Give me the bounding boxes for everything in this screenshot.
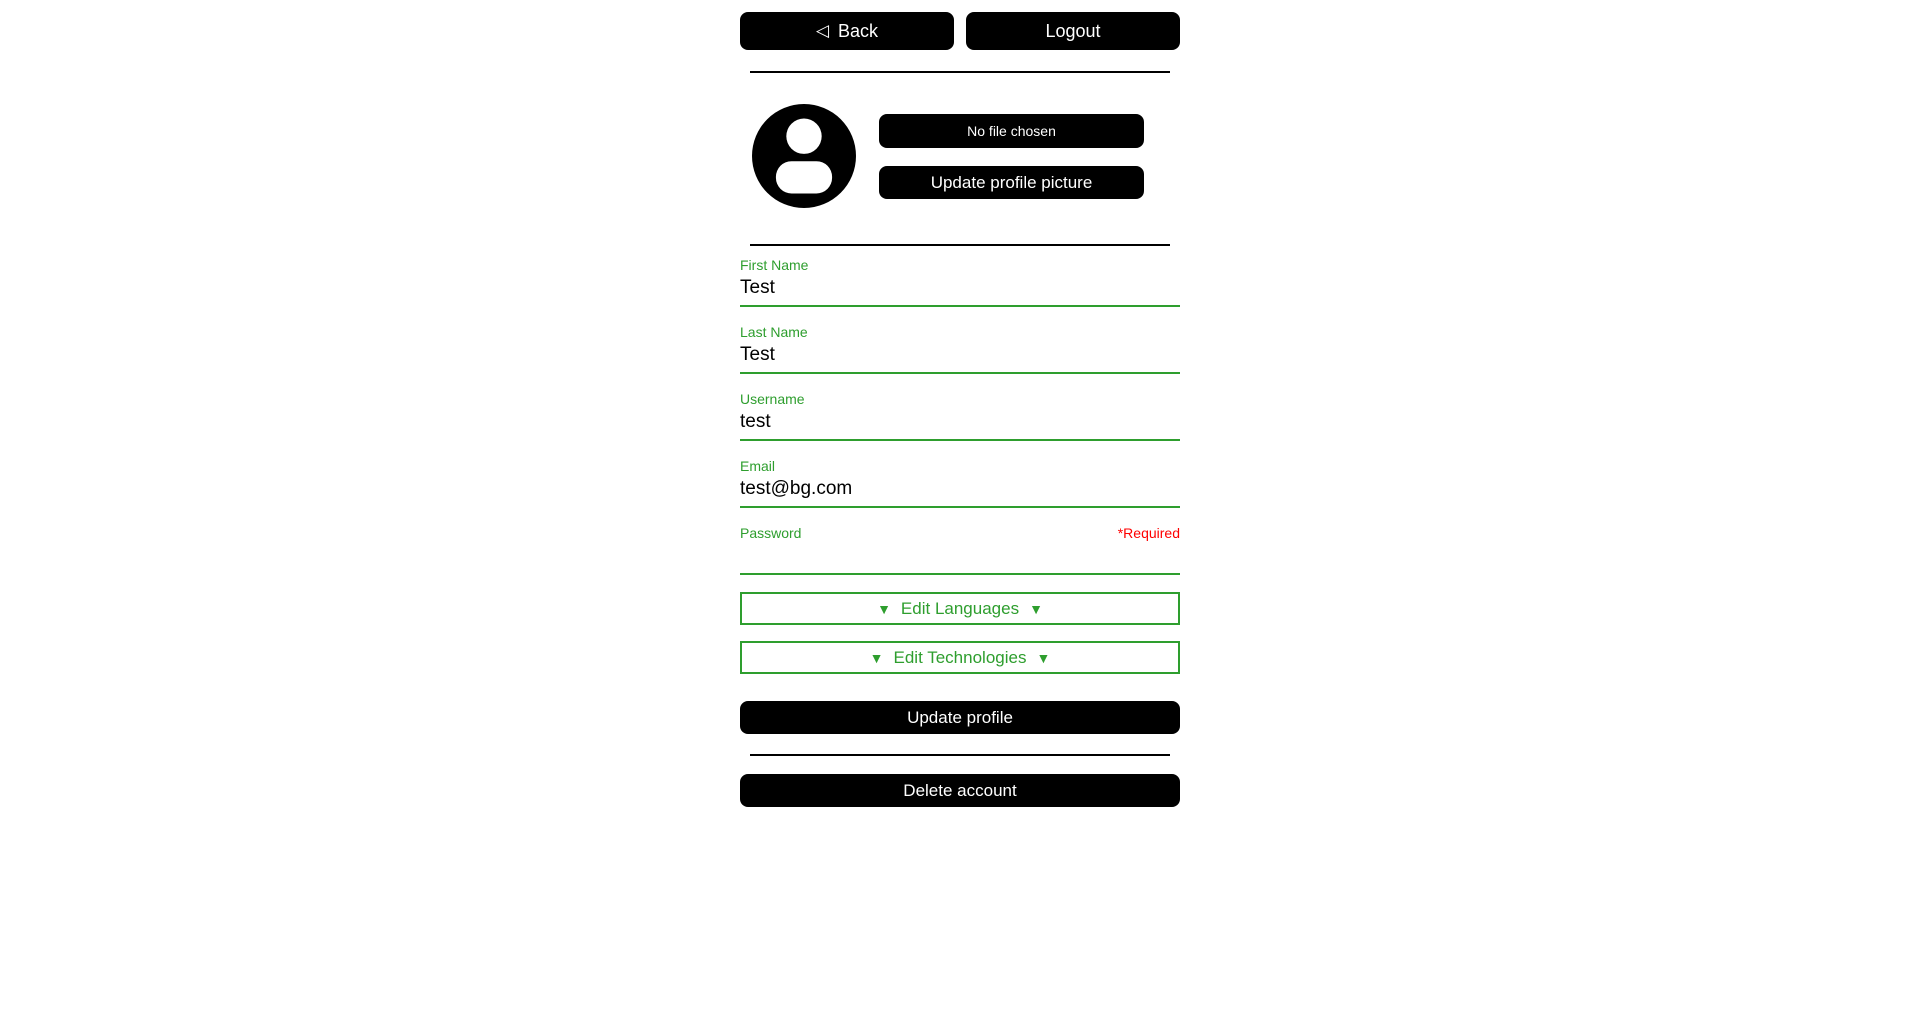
last-name-label: Last Name (740, 324, 808, 340)
first-name-field (740, 257, 1180, 307)
file-input-button[interactable] (879, 114, 1144, 148)
last-name-field (740, 324, 1180, 374)
profile-picture-actions (879, 114, 1144, 199)
password-input[interactable] (740, 541, 1180, 575)
section-divider (750, 754, 1170, 756)
chevron-down-icon: ▼ (1029, 600, 1043, 617)
edit-technologies-button[interactable] (740, 641, 1180, 674)
edit-technologies-label: Edit Technologies (893, 647, 1027, 667)
password-label: Password (740, 525, 802, 541)
edit-languages-button[interactable] (740, 592, 1180, 625)
logout-button[interactable] (966, 12, 1180, 50)
edit-languages-label: Edit Languages (900, 598, 1020, 618)
chevron-down-icon: ▼ (869, 649, 884, 666)
chevron-down-icon: ▼ (877, 600, 891, 617)
first-name-input[interactable] (740, 273, 1180, 307)
back-button[interactable] (740, 12, 954, 50)
section-divider (750, 244, 1170, 246)
email-field (740, 458, 1180, 508)
file-input-status-label: No file chosen (967, 122, 1056, 139)
chevron-down-icon: ▼ (1036, 649, 1051, 666)
email-input[interactable] (740, 474, 1180, 508)
password-label-row (740, 525, 1180, 541)
profile-fields (740, 257, 1180, 575)
last-name-input[interactable] (740, 340, 1180, 374)
update-profile-picture-button[interactable] (879, 166, 1144, 199)
username-label: Username (740, 391, 805, 407)
username-field (740, 391, 1180, 441)
update-profile-label: Update profile (907, 708, 1013, 727)
back-button-label: Back (838, 21, 879, 41)
first-name-label: First Name (740, 257, 809, 273)
email-label: Email (740, 458, 776, 474)
username-input[interactable] (740, 407, 1180, 441)
back-arrow-icon: ◁ (815, 20, 830, 40)
password-required-note: *Required (1117, 525, 1180, 541)
delete-account-button[interactable] (740, 774, 1180, 807)
section-divider (750, 71, 1170, 73)
profile-form-container (740, 0, 1180, 807)
header-actions (740, 12, 1180, 50)
profile-picture-section (740, 104, 1180, 208)
logout-button-label: Logout (1045, 21, 1101, 41)
delete-account-label: Delete account (903, 781, 1017, 800)
avatar-person-icon (752, 104, 856, 208)
update-profile-picture-label: Update profile picture (930, 172, 1093, 192)
update-profile-button[interactable] (740, 701, 1180, 734)
password-field (740, 525, 1180, 575)
